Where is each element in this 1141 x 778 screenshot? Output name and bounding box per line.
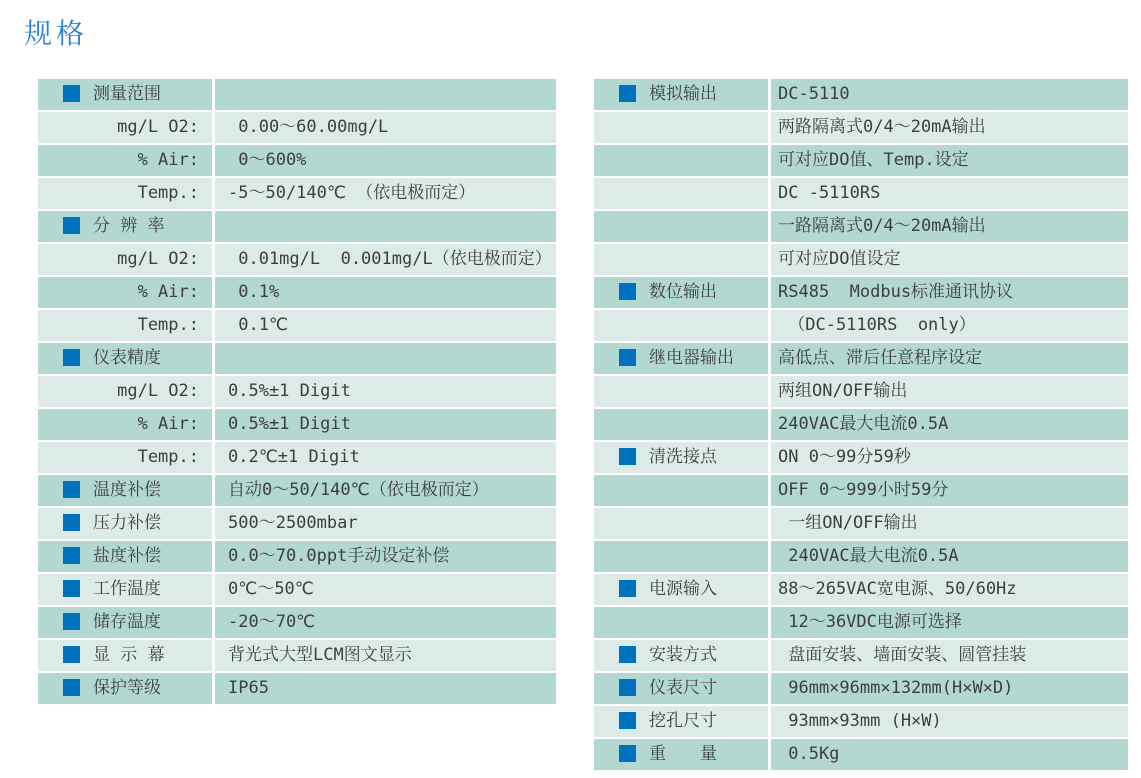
bullet-square-icon bbox=[619, 679, 636, 696]
spec-sub-label bbox=[594, 409, 771, 440]
spec-row bbox=[594, 508, 1128, 539]
spec-value-text: （DC-5110RS only） bbox=[778, 315, 976, 335]
spec-section-label bbox=[594, 277, 771, 308]
spec-value-text: 两组ON/OFF输出 bbox=[778, 381, 908, 401]
bullet-square-icon bbox=[63, 613, 80, 630]
spec-label-text: 挖孔尺寸 bbox=[649, 711, 717, 731]
spec-label-text: 电源输入 bbox=[649, 579, 717, 599]
spec-table-right bbox=[594, 79, 1128, 772]
spec-value-text: 0.1% bbox=[228, 282, 280, 302]
spec-row bbox=[38, 178, 556, 209]
spec-value-text: 背光式大型LCM图文显示 bbox=[228, 645, 412, 665]
spec-row bbox=[38, 343, 556, 374]
spec-row bbox=[594, 541, 1128, 572]
spec-label-text: % Air: bbox=[137, 282, 199, 302]
spec-value-text: 240VAC最大电流0.5A bbox=[778, 414, 949, 434]
bullet-square-icon bbox=[63, 514, 80, 531]
spec-sub-label bbox=[594, 145, 771, 176]
spec-label-text: 仪表精度 bbox=[93, 348, 161, 368]
spec-row bbox=[594, 739, 1128, 770]
spec-sub-label bbox=[594, 211, 771, 242]
spec-label-text: 测量范围 bbox=[93, 84, 161, 104]
spec-label-text: Temp.: bbox=[137, 183, 199, 203]
spec-value-text: 0.5%±1 Digit bbox=[228, 414, 351, 434]
spec-row bbox=[38, 475, 556, 506]
spec-label-text: 清洗接点 bbox=[649, 447, 717, 467]
spec-row bbox=[38, 640, 556, 671]
spec-value-text: 一组ON/OFF输出 bbox=[778, 513, 918, 533]
spec-row bbox=[38, 211, 556, 242]
spec-row bbox=[38, 376, 556, 407]
spec-row bbox=[38, 112, 556, 143]
spec-sub-label bbox=[594, 376, 771, 407]
spec-row bbox=[594, 409, 1128, 440]
spec-label-text: 安装方式 bbox=[649, 645, 717, 665]
spec-value-text: 0.00～60.00mg/L bbox=[228, 117, 389, 137]
spec-sub-label bbox=[38, 244, 215, 275]
spec-value-text: 0.5Kg bbox=[778, 744, 840, 764]
spec-value-text: 高低点、滞后任意程序设定 bbox=[778, 348, 982, 368]
page-title: 规格 bbox=[24, 17, 89, 50]
spec-row bbox=[38, 673, 556, 704]
spec-section-label bbox=[594, 574, 771, 605]
spec-section-label bbox=[38, 79, 215, 110]
spec-sub-label bbox=[38, 376, 215, 407]
spec-label-text: 重 量 bbox=[649, 744, 717, 764]
spec-section-label bbox=[38, 574, 215, 605]
spec-row bbox=[594, 277, 1128, 308]
spec-value-text bbox=[215, 211, 556, 242]
spec-value-text: 240VAC最大电流0.5A bbox=[778, 546, 959, 566]
spec-value-text: 0.1℃ bbox=[228, 315, 289, 335]
spec-section-label bbox=[594, 79, 771, 110]
bullet-square-icon bbox=[63, 481, 80, 498]
spec-value-text: 盘面安装、墙面安装、圆管挂装 bbox=[778, 645, 1027, 665]
spec-value-text: ON 0～99分59秒 bbox=[778, 447, 911, 467]
spec-value-text: -5～50/140℃ （依电极而定） bbox=[228, 183, 476, 203]
spec-label-text: 保护等级 bbox=[93, 678, 161, 698]
spec-row bbox=[594, 640, 1128, 671]
spec-value-text: 可对应DO值设定 bbox=[778, 249, 901, 269]
spec-section-label bbox=[38, 343, 215, 374]
spec-label-text: 显 示 幕 bbox=[93, 645, 165, 665]
spec-label-text: 盐度补偿 bbox=[93, 546, 161, 566]
spec-sub-label bbox=[594, 178, 771, 209]
spec-value-text: 0.01mg/L 0.001mg/L（依电极而定） bbox=[228, 249, 552, 269]
spec-row bbox=[38, 442, 556, 473]
bullet-square-icon bbox=[619, 745, 636, 762]
spec-value-text: 12～36VDC电源可选择 bbox=[778, 612, 962, 632]
spec-value-text bbox=[215, 79, 556, 110]
spec-value-text: DC-5110 bbox=[778, 84, 850, 104]
spec-row bbox=[594, 112, 1128, 143]
spec-sub-label bbox=[38, 310, 215, 341]
spec-value-text: 0.0～70.0ppt手动设定补偿 bbox=[228, 546, 450, 566]
bullet-square-icon bbox=[63, 547, 80, 564]
spec-row bbox=[38, 244, 556, 275]
spec-sub-label bbox=[594, 541, 771, 572]
spec-value-text: OFF 0～999小时59分 bbox=[778, 480, 949, 500]
spec-value-text: -20～70℃ bbox=[228, 612, 316, 632]
spec-label-text: 储存温度 bbox=[93, 612, 161, 632]
spec-value-text: 96mm×96mm×132mm(H×W×D) bbox=[778, 678, 1014, 698]
spec-sub-label bbox=[594, 475, 771, 506]
spec-section-label bbox=[38, 640, 215, 671]
spec-row bbox=[38, 607, 556, 638]
spec-sub-label bbox=[38, 442, 215, 473]
spec-label-text: % Air: bbox=[137, 414, 199, 434]
spec-sub-label bbox=[38, 409, 215, 440]
spec-value-text: 88～265VAC宽电源、50/60Hz bbox=[778, 579, 1017, 599]
spec-sub-label bbox=[594, 244, 771, 275]
spec-table-left bbox=[38, 79, 556, 706]
bullet-square-icon bbox=[63, 85, 80, 102]
spec-row bbox=[594, 442, 1128, 473]
bullet-square-icon bbox=[63, 217, 80, 234]
spec-label-text: 继电器输出 bbox=[649, 348, 734, 368]
spec-label-text: 压力补偿 bbox=[93, 513, 161, 533]
spec-sub-label bbox=[594, 310, 771, 341]
spec-sub-label bbox=[38, 145, 215, 176]
spec-row bbox=[38, 574, 556, 605]
spec-label-text: 仪表尺寸 bbox=[649, 678, 717, 698]
spec-value-text: 自动0～50/140℃（依电极而定） bbox=[228, 480, 489, 500]
spec-value-text: 0.2℃±1 Digit bbox=[228, 447, 360, 467]
spec-label-text: mg/L O2: bbox=[117, 117, 199, 137]
spec-row bbox=[38, 145, 556, 176]
spec-row bbox=[594, 607, 1128, 638]
bullet-square-icon bbox=[619, 349, 636, 366]
spec-section-label bbox=[38, 475, 215, 506]
spec-row bbox=[594, 244, 1128, 275]
spec-label-text: Temp.: bbox=[137, 315, 199, 335]
spec-row bbox=[38, 541, 556, 572]
bullet-square-icon bbox=[619, 448, 636, 465]
spec-value-text: 可对应DO值、Temp.设定 bbox=[778, 150, 969, 170]
spec-sub-label bbox=[594, 112, 771, 143]
spec-row bbox=[38, 277, 556, 308]
spec-row bbox=[38, 508, 556, 539]
spec-value-text: 500～2500mbar bbox=[228, 513, 358, 533]
bullet-square-icon bbox=[63, 646, 80, 663]
spec-sub-label bbox=[38, 178, 215, 209]
bullet-square-icon bbox=[619, 85, 636, 102]
spec-sub-label bbox=[38, 112, 215, 143]
spec-row bbox=[38, 310, 556, 341]
spec-row bbox=[594, 706, 1128, 737]
spec-row bbox=[594, 673, 1128, 704]
spec-row bbox=[594, 178, 1128, 209]
spec-value-text: RS485 Modbus标准通讯协议 bbox=[778, 282, 1014, 302]
spec-section-label bbox=[594, 706, 771, 737]
spec-label-text: 温度补偿 bbox=[93, 480, 161, 500]
spec-label-text: 工作温度 bbox=[93, 579, 161, 599]
spec-value-text: 0.5%±1 Digit bbox=[228, 381, 351, 401]
spec-value-text: 93mm×93mm (H×W) bbox=[778, 711, 942, 731]
spec-label-text: mg/L O2: bbox=[117, 381, 199, 401]
spec-row bbox=[38, 79, 556, 110]
spec-sub-label bbox=[594, 508, 771, 539]
spec-value-text: 0℃～50℃ bbox=[228, 579, 314, 599]
spec-label-text: mg/L O2: bbox=[117, 249, 199, 269]
spec-row bbox=[38, 409, 556, 440]
spec-value-text bbox=[215, 343, 556, 374]
spec-row bbox=[594, 145, 1128, 176]
spec-sub-label bbox=[594, 607, 771, 638]
spec-label-text: 分 辨 率 bbox=[93, 216, 165, 236]
spec-section-label bbox=[594, 640, 771, 671]
bullet-square-icon bbox=[619, 712, 636, 729]
spec-row bbox=[594, 211, 1128, 242]
spec-label-text: 数位输出 bbox=[649, 282, 717, 302]
spec-sub-label bbox=[38, 277, 215, 308]
spec-section-label bbox=[594, 673, 771, 704]
spec-section-label bbox=[594, 343, 771, 374]
spec-section-label bbox=[38, 508, 215, 539]
spec-value-text: 0～600% bbox=[228, 150, 307, 170]
spec-label-text: % Air: bbox=[137, 150, 199, 170]
bullet-square-icon bbox=[619, 646, 636, 663]
spec-row bbox=[594, 343, 1128, 374]
spec-value-text: DC -5110RS bbox=[778, 183, 881, 203]
spec-section-label bbox=[594, 739, 771, 770]
spec-row bbox=[594, 574, 1128, 605]
bullet-square-icon bbox=[63, 679, 80, 696]
spec-section-label bbox=[38, 211, 215, 242]
bullet-square-icon bbox=[619, 580, 636, 597]
spec-section-label bbox=[38, 541, 215, 572]
spec-row bbox=[594, 475, 1128, 506]
bullet-square-icon bbox=[63, 349, 80, 366]
spec-label-text: 模拟输出 bbox=[649, 84, 717, 104]
spec-value-text: 一路隔离式0/4～20mA输出 bbox=[778, 216, 986, 236]
spec-row bbox=[594, 376, 1128, 407]
bullet-square-icon bbox=[619, 283, 636, 300]
spec-value-text: 两路隔离式0/4～20mA输出 bbox=[778, 117, 986, 137]
spec-section-label bbox=[38, 607, 215, 638]
spec-value-text: IP65 bbox=[228, 678, 269, 698]
spec-section-label bbox=[38, 673, 215, 704]
spec-row bbox=[594, 310, 1128, 341]
spec-row bbox=[594, 79, 1128, 110]
bullet-square-icon bbox=[63, 580, 80, 597]
spec-section-label bbox=[594, 442, 771, 473]
spec-label-text: Temp.: bbox=[137, 447, 199, 467]
